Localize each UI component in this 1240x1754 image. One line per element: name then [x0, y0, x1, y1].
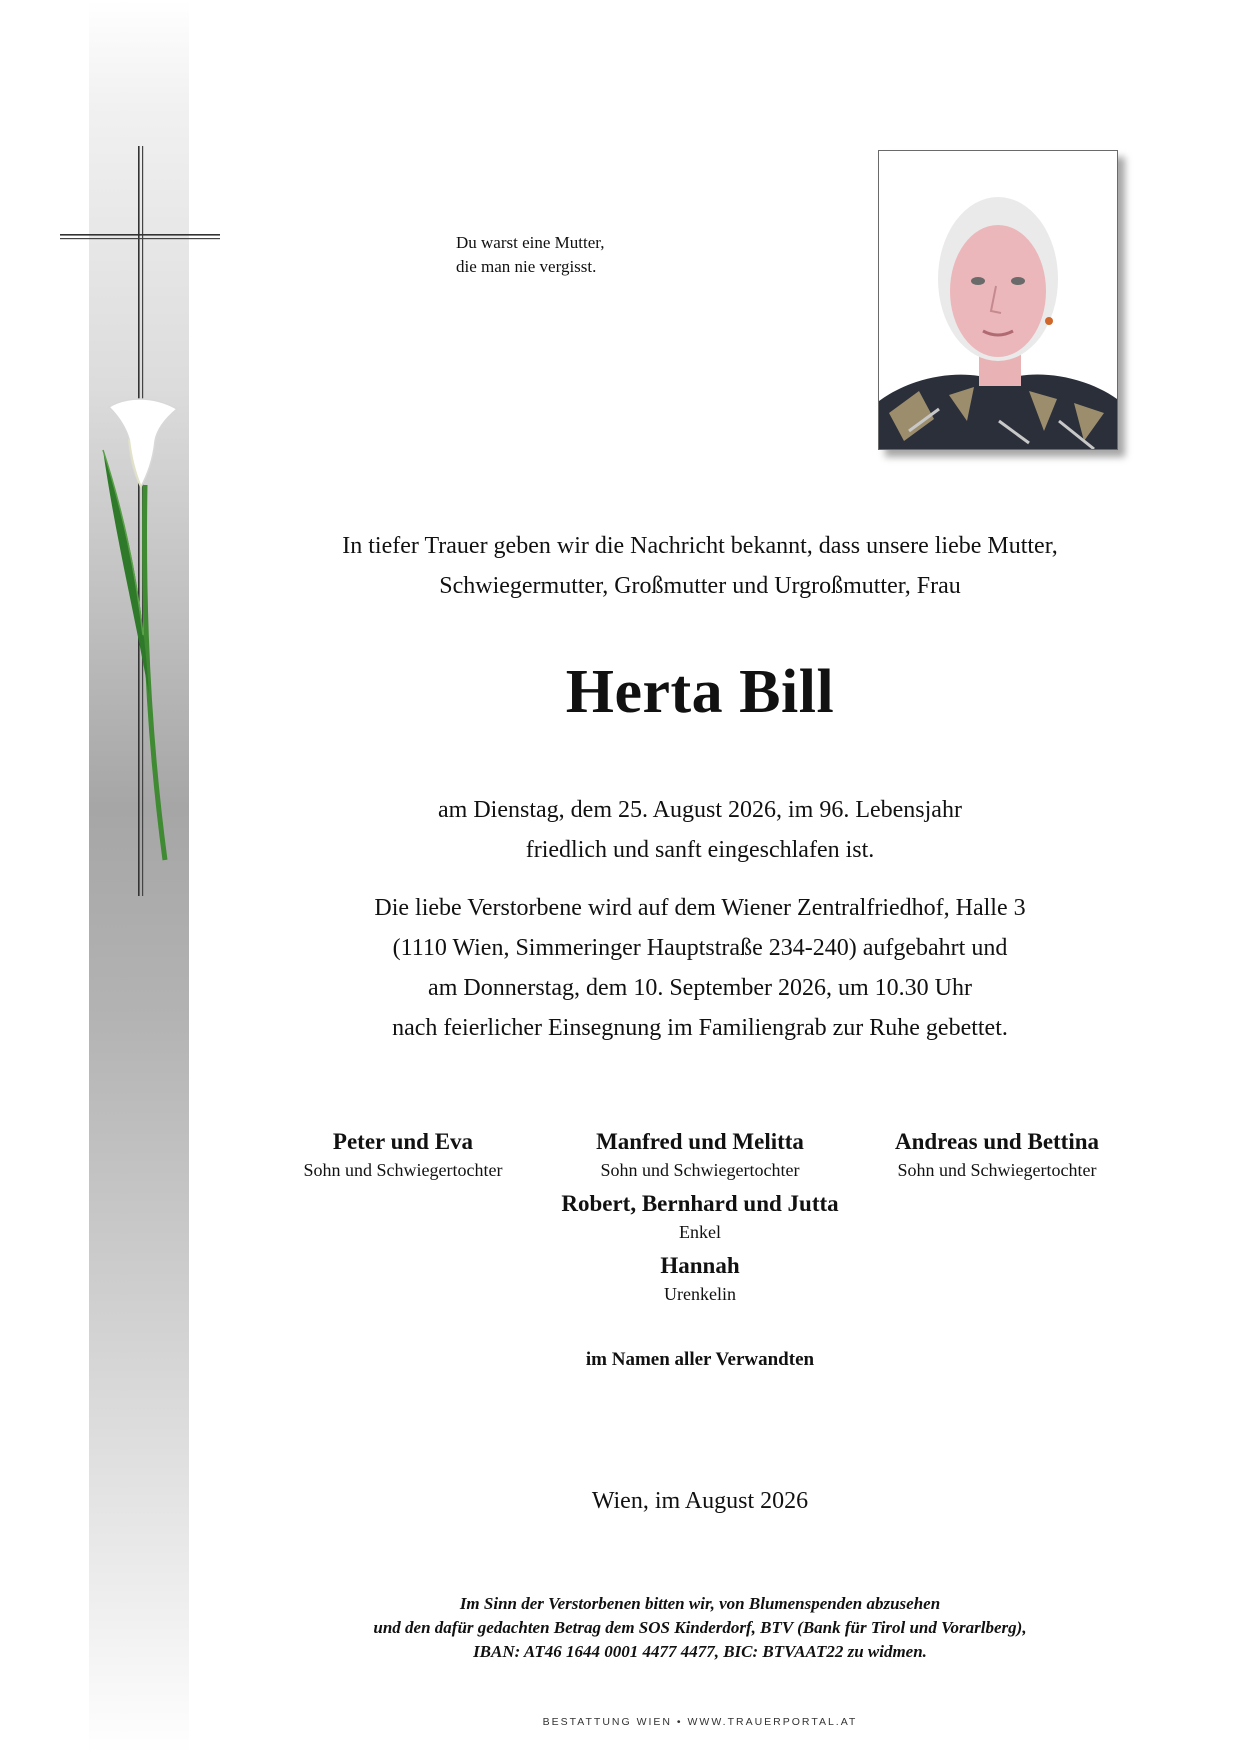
announcement-intro — [260, 526, 1140, 606]
mourner-relation: Urenkelin — [664, 1284, 736, 1304]
mourner-entry — [540, 1127, 860, 1183]
passing-line: friedlich und sanft eingeschlafen ist. — [525, 837, 875, 863]
mourner-entry — [540, 1189, 860, 1245]
mourner-relation: Enkel — [679, 1222, 721, 1242]
portrait-image — [879, 151, 1117, 449]
mourner-name: Andreas und Bettina — [894, 1129, 1100, 1154]
quote-line: die man nie vergisst. — [456, 257, 597, 276]
donation-line: IBAN: AT46 1644 0001 4477 4477, BIC: BTVAAT22 zu widmen. — [473, 1642, 927, 1661]
footer-credit: BESTATTUNG WIEN • WWW.TRAUERPORTAL.AT — [542, 1716, 858, 1728]
mourner-name: Peter und Eva — [332, 1129, 474, 1154]
intro-line: In tiefer Trauer geben wir die Nachricht bekannt, dass unsere liebe Mutter, — [342, 533, 1058, 559]
portrait-photo — [878, 150, 1118, 450]
donation-line: und den dafür gedachten Betrag dem SOS Kinderdorf, BTV (Bank für Tirol und Vorarlberg), — [373, 1618, 1027, 1637]
donation-line: Im Sinn der Verstorbenen bitten wir, von Blumenspenden abzusehen — [459, 1594, 941, 1613]
mourner-relation: Sohn und Schwiegertochter — [303, 1160, 503, 1180]
quote-line: Du warst eine Mutter, — [456, 233, 605, 252]
intro-line: Schwiegermutter, Großmutter und Urgroßmutter, Frau — [439, 573, 961, 599]
mourner-entry — [243, 1127, 563, 1183]
mourner-name: Robert, Bernhard und Jutta — [561, 1191, 839, 1216]
funeral-line: am Donnerstag, dem 10. September 2026, um 10.30 Uhr — [428, 975, 972, 1001]
donation-request — [260, 1592, 1140, 1664]
memorial-quote — [456, 231, 716, 279]
deceased-name: Herta Bill — [565, 658, 835, 726]
mourner-entry — [540, 1251, 860, 1307]
passing-line: am Dienstag, dem 25. August 2026, im 96. Lebensjahr — [438, 797, 962, 823]
mourner-relation: Sohn und Schwiegertochter — [600, 1160, 800, 1180]
funeral-line: Die liebe Verstorbene wird auf dem Wiener Zentralfriedhof, Halle 3 — [374, 895, 1026, 921]
mourner-name: Hannah — [660, 1253, 740, 1278]
funeral-details — [260, 888, 1140, 1048]
place-date: Wien, im August 2026 — [591, 1488, 809, 1514]
mourner-entry — [837, 1127, 1157, 1183]
mourner-relation: Sohn und Schwiegertochter — [897, 1160, 1097, 1180]
closing-line: im Namen aller Verwandten — [585, 1349, 815, 1370]
passing-statement — [260, 790, 1140, 870]
funeral-line: nach feierlicher Einsegnung im Familiengrab zur Ruhe gebettet. — [392, 1015, 1008, 1041]
funeral-line: (1110 Wien, Simmeringer Hauptstraße 234-240) aufgebahrt und — [392, 935, 1008, 961]
mourner-name: Manfred und Melitta — [596, 1129, 804, 1154]
calla-lily-icon — [95, 395, 205, 865]
